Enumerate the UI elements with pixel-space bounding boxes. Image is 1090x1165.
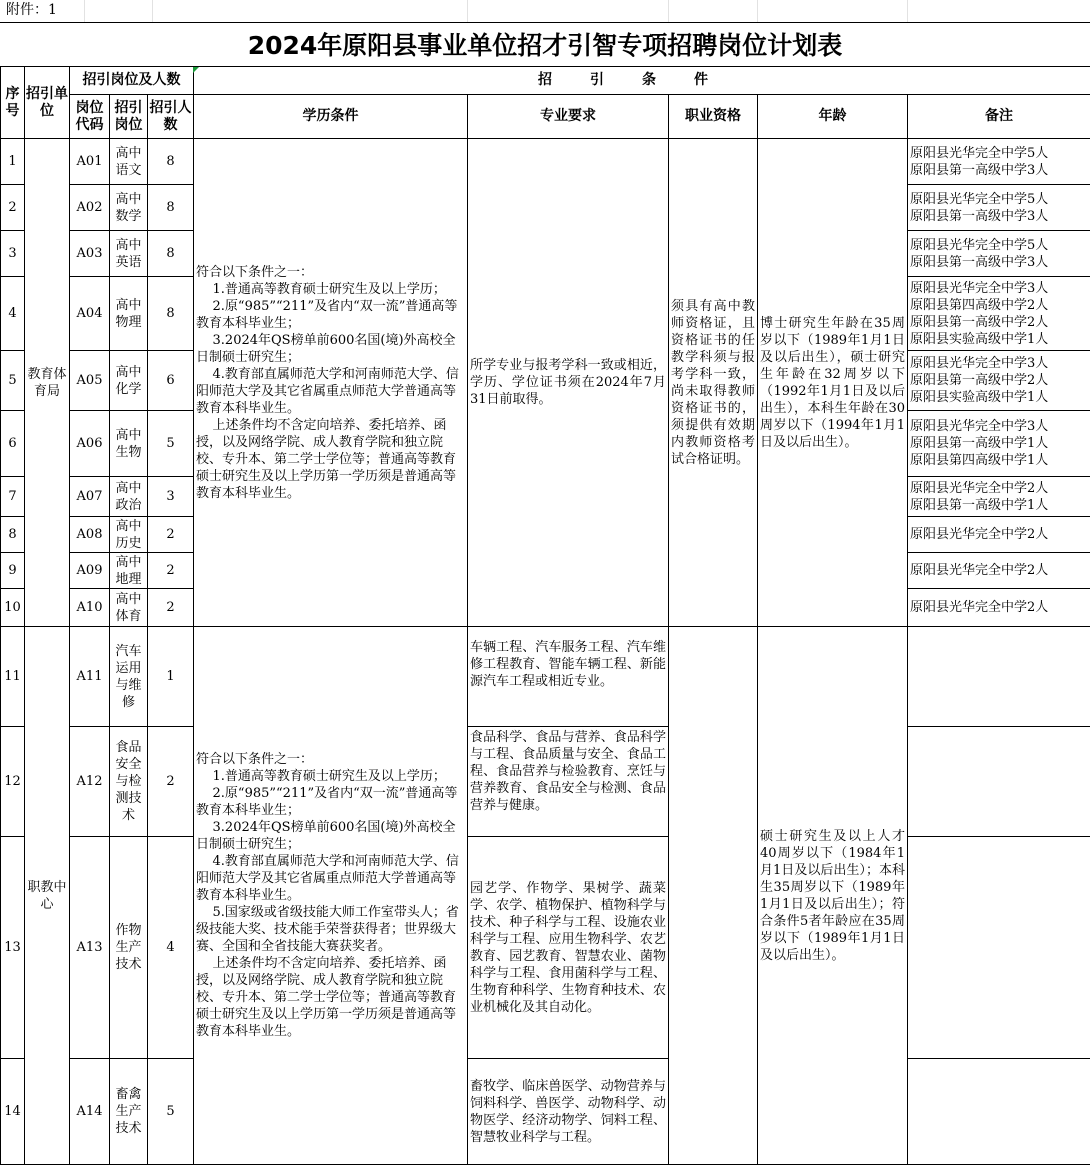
sheet-gridline [152, 0, 153, 22]
seq-cell: 12 [1, 727, 25, 837]
sheet-gridline [668, 0, 669, 22]
count-cell: 5 [148, 411, 194, 477]
table-row [1, 139, 1090, 185]
notes-cell [908, 1059, 1090, 1165]
major-cell: 园艺学、作物学、果树学、蔬菜学、农学、植物保护、植物科学与技术、种子科学与工程、设施农业科学与工程、应用生物科学、农艺教育、园艺教育、智慧农业、菌物科学与工程、食用菌科学与工程、生物育种科学、生物育种技术、农业机械化及其自动化。 [468, 837, 669, 1059]
code-cell: A14 [70, 1059, 110, 1165]
seq-cell: 3 [1, 231, 25, 277]
major-cell: 畜牧学、临床兽医学、动物营养与饲料科学、兽医学、动物科学、动物医学、经济动物学、饲料工程、智慧牧业科学与工程。 [468, 1059, 669, 1165]
post-cell: 高中语文 [110, 139, 148, 185]
code-cell: A01 [70, 139, 110, 185]
age-cell: 博士研究生年龄在35周岁以下（1989年1月1日及以后出生），硕士研究生年龄在32周岁以下（1992年1月1日及以后出生），本科生年龄在30周岁以下（1994年1月1日及以后出生）。 [758, 139, 908, 627]
code-cell: A05 [70, 351, 110, 411]
header-count: 招引人数 [148, 95, 194, 139]
seq-cell: 5 [1, 351, 25, 411]
cell-comment-marker [193, 67, 199, 73]
table-row [1, 1059, 1090, 1165]
notes-cell [908, 627, 1090, 727]
post-cell: 高中地理 [110, 553, 148, 589]
header-unit: 招引单位 [25, 67, 70, 139]
recruitment-table [0, 66, 1090, 1165]
post-cell: 汽车运用与维修 [110, 627, 148, 727]
code-cell: A13 [70, 837, 110, 1059]
post-cell: 作物生产技术 [110, 837, 148, 1059]
count-cell: 8 [148, 185, 194, 231]
notes-cell: 原阳县光华完全中学5人 原阳县第一高级中学3人 [908, 231, 1090, 277]
seq-cell: 13 [1, 837, 25, 1059]
age-cell: 硕士研究生及以上人才40周岁以下（1984年1月1日及以后出生）；本科生35周岁以下（1989年1月1日及以后出生）；符合条件5者年龄应在35周岁以下（1989年1月1日及以后出生）。 [758, 627, 908, 1165]
seq-cell: 8 [1, 517, 25, 553]
notes-cell: 原阳县光华完全中学2人 [908, 589, 1090, 627]
post-cell: 高中数学 [110, 185, 148, 231]
header-posts-group: 招引岗位及人数 [70, 67, 194, 95]
code-cell: A02 [70, 185, 110, 231]
header-code: 岗位代码 [70, 95, 110, 139]
count-cell: 6 [148, 351, 194, 411]
seq-cell: 1 [1, 139, 25, 185]
sheet-gridline [84, 0, 85, 22]
count-cell: 2 [148, 589, 194, 627]
seq-cell: 2 [1, 185, 25, 231]
post-cell: 食品安全与检测技术 [110, 727, 148, 837]
count-cell: 8 [148, 277, 194, 351]
seq-cell: 11 [1, 627, 25, 727]
seq-cell: 4 [1, 277, 25, 351]
post-cell: 高中生物 [110, 411, 148, 477]
sheet-gridline [467, 0, 468, 22]
code-cell: A07 [70, 477, 110, 517]
notes-cell [908, 837, 1090, 1059]
header-education: 学历条件 [194, 95, 468, 139]
code-cell: A11 [70, 627, 110, 727]
education-cell: 符合以下条件之一： 1.普通高等教育硕士研究生及以上学历； 2.原“985”“211”及省内“双一流”普通高等教育本科毕业生； 3.2024年QS榜单前600名国(境)外高校全日制硕士研究生； 4.教育部直属师范大学和河南师范大学、信阳师范大学及其它省属重点师范大学普通高等教育本科毕业生。 5.国家级或省级技能大师工作室带头人；省级技能大奖、技术能手荣誉获得者；世界级大赛、全国和全省技能大赛获奖者。 上述条件均不含定向培养、委托培养、函授，以及网络学院、成人教育学院和独立院校、专升本、第二学士学位等；普通高等教育硕士研究生及以上学历第一学历须是普通高等教育本科毕业生。 [194, 627, 468, 1165]
notes-cell: 原阳县光华完全中学5人 原阳县第一高级中学3人 [908, 139, 1090, 185]
unit-cell: 教育体育局 [25, 139, 70, 627]
header-conditions-group [194, 67, 1090, 95]
seq-cell: 14 [1, 1059, 25, 1165]
seq-cell: 9 [1, 553, 25, 589]
code-cell: A03 [70, 231, 110, 277]
header-age: 年龄 [758, 95, 908, 139]
unit-cell: 职教中心 [25, 627, 70, 1165]
table-row [1, 727, 1090, 837]
major-cell: 食品科学、食品与营养、食品科学与工程、食品质量与安全、食品工程、食品营养与检验教育、烹饪与营养教育、食品安全与检测、食品营养与健康。 [468, 727, 669, 837]
notes-cell: 原阳县光华完全中学3人 原阳县第一高级中学2人 原阳县实验高级中学1人 [908, 351, 1090, 411]
notes-cell [908, 727, 1090, 837]
header-notes: 备注 [908, 95, 1090, 139]
notes-cell: 原阳县光华完全中学2人 原阳县第一高级中学1人 [908, 477, 1090, 517]
count-cell: 8 [148, 231, 194, 277]
post-cell: 畜禽生产技术 [110, 1059, 148, 1165]
code-cell: A09 [70, 553, 110, 589]
count-cell: 1 [148, 627, 194, 727]
code-cell: A04 [70, 277, 110, 351]
notes-cell: 原阳县光华完全中学3人 原阳县第四高级中学2人 原阳县第一高级中学2人 原阳县实验高级中学1人 [908, 277, 1090, 351]
header-post: 招引岗位 [110, 95, 148, 139]
sheet-gridline [757, 0, 758, 22]
qualification-cell: 须具有高中教师资格证，且资格证书的任教学科须与报考学科一致，尚未取得教师资格证书的，须提供有效期内教师资格考试合格证明。 [669, 139, 758, 627]
header-qualification: 职业资格 [669, 95, 758, 139]
table-row [1, 837, 1090, 1059]
header-seq: 序号 [1, 67, 25, 139]
count-cell: 8 [148, 139, 194, 185]
qualification-cell [669, 627, 758, 1165]
count-cell: 2 [148, 727, 194, 837]
table-row [1, 627, 1090, 727]
notes-cell: 原阳县光华完全中学5人 原阳县第一高级中学3人 [908, 185, 1090, 231]
seq-cell: 6 [1, 411, 25, 477]
code-cell: A06 [70, 411, 110, 477]
attachment-label: 附件：1 [0, 0, 1090, 22]
code-cell: A12 [70, 727, 110, 837]
post-cell: 高中化学 [110, 351, 148, 411]
count-cell: 2 [148, 517, 194, 553]
count-cell: 3 [148, 477, 194, 517]
post-cell: 高中物理 [110, 277, 148, 351]
count-cell: 2 [148, 553, 194, 589]
header-conditions-label: 招引条件 [538, 72, 746, 88]
count-cell: 4 [148, 837, 194, 1059]
seq-cell: 10 [1, 589, 25, 627]
notes-cell: 原阳县光华完全中学2人 [908, 553, 1090, 589]
notes-cell: 原阳县光华完全中学3人 原阳县第一高级中学1人 原阳县第四高级中学1人 [908, 411, 1090, 477]
major-cell: 车辆工程、汽车服务工程、汽车维修工程教育、智能车辆工程、新能源汽车工程或相近专业。 [468, 627, 669, 727]
sheet-gridline [907, 0, 908, 22]
post-cell: 高中英语 [110, 231, 148, 277]
post-cell: 高中体育 [110, 589, 148, 627]
page-title: 2024年原阳县事业单位招才引智专项招聘岗位计划表 [0, 22, 1090, 67]
header-major: 专业要求 [468, 95, 669, 139]
education-cell: 符合以下条件之一： 1.普通高等教育硕士研究生及以上学历； 2.原“985”“211”及省内“双一流”普通高等教育本科毕业生； 3.2024年QS榜单前600名国(境)外高校全日制硕士研究生； 4.教育部直属师范大学和河南师范大学、信阳师范大学及其它省属重点师范大学普通高等教育本科毕业生。 上述条件均不含定向培养、委托培养、函授，以及网络学院、成人教育学院和独立院校、专升本、第二学士学位等；普通高等教育硕士研究生及以上学历第一学历须是普通高等教育本科毕业生。 [194, 139, 468, 627]
post-cell: 高中政治 [110, 477, 148, 517]
seq-cell: 7 [1, 477, 25, 517]
notes-cell: 原阳县光华完全中学2人 [908, 517, 1090, 553]
count-cell: 5 [148, 1059, 194, 1165]
major-cell: 所学专业与报考学科一致或相近，学历、学位证书须在2024年7月31日前取得。 [468, 139, 669, 627]
code-cell: A08 [70, 517, 110, 553]
code-cell: A10 [70, 589, 110, 627]
post-cell: 高中历史 [110, 517, 148, 553]
